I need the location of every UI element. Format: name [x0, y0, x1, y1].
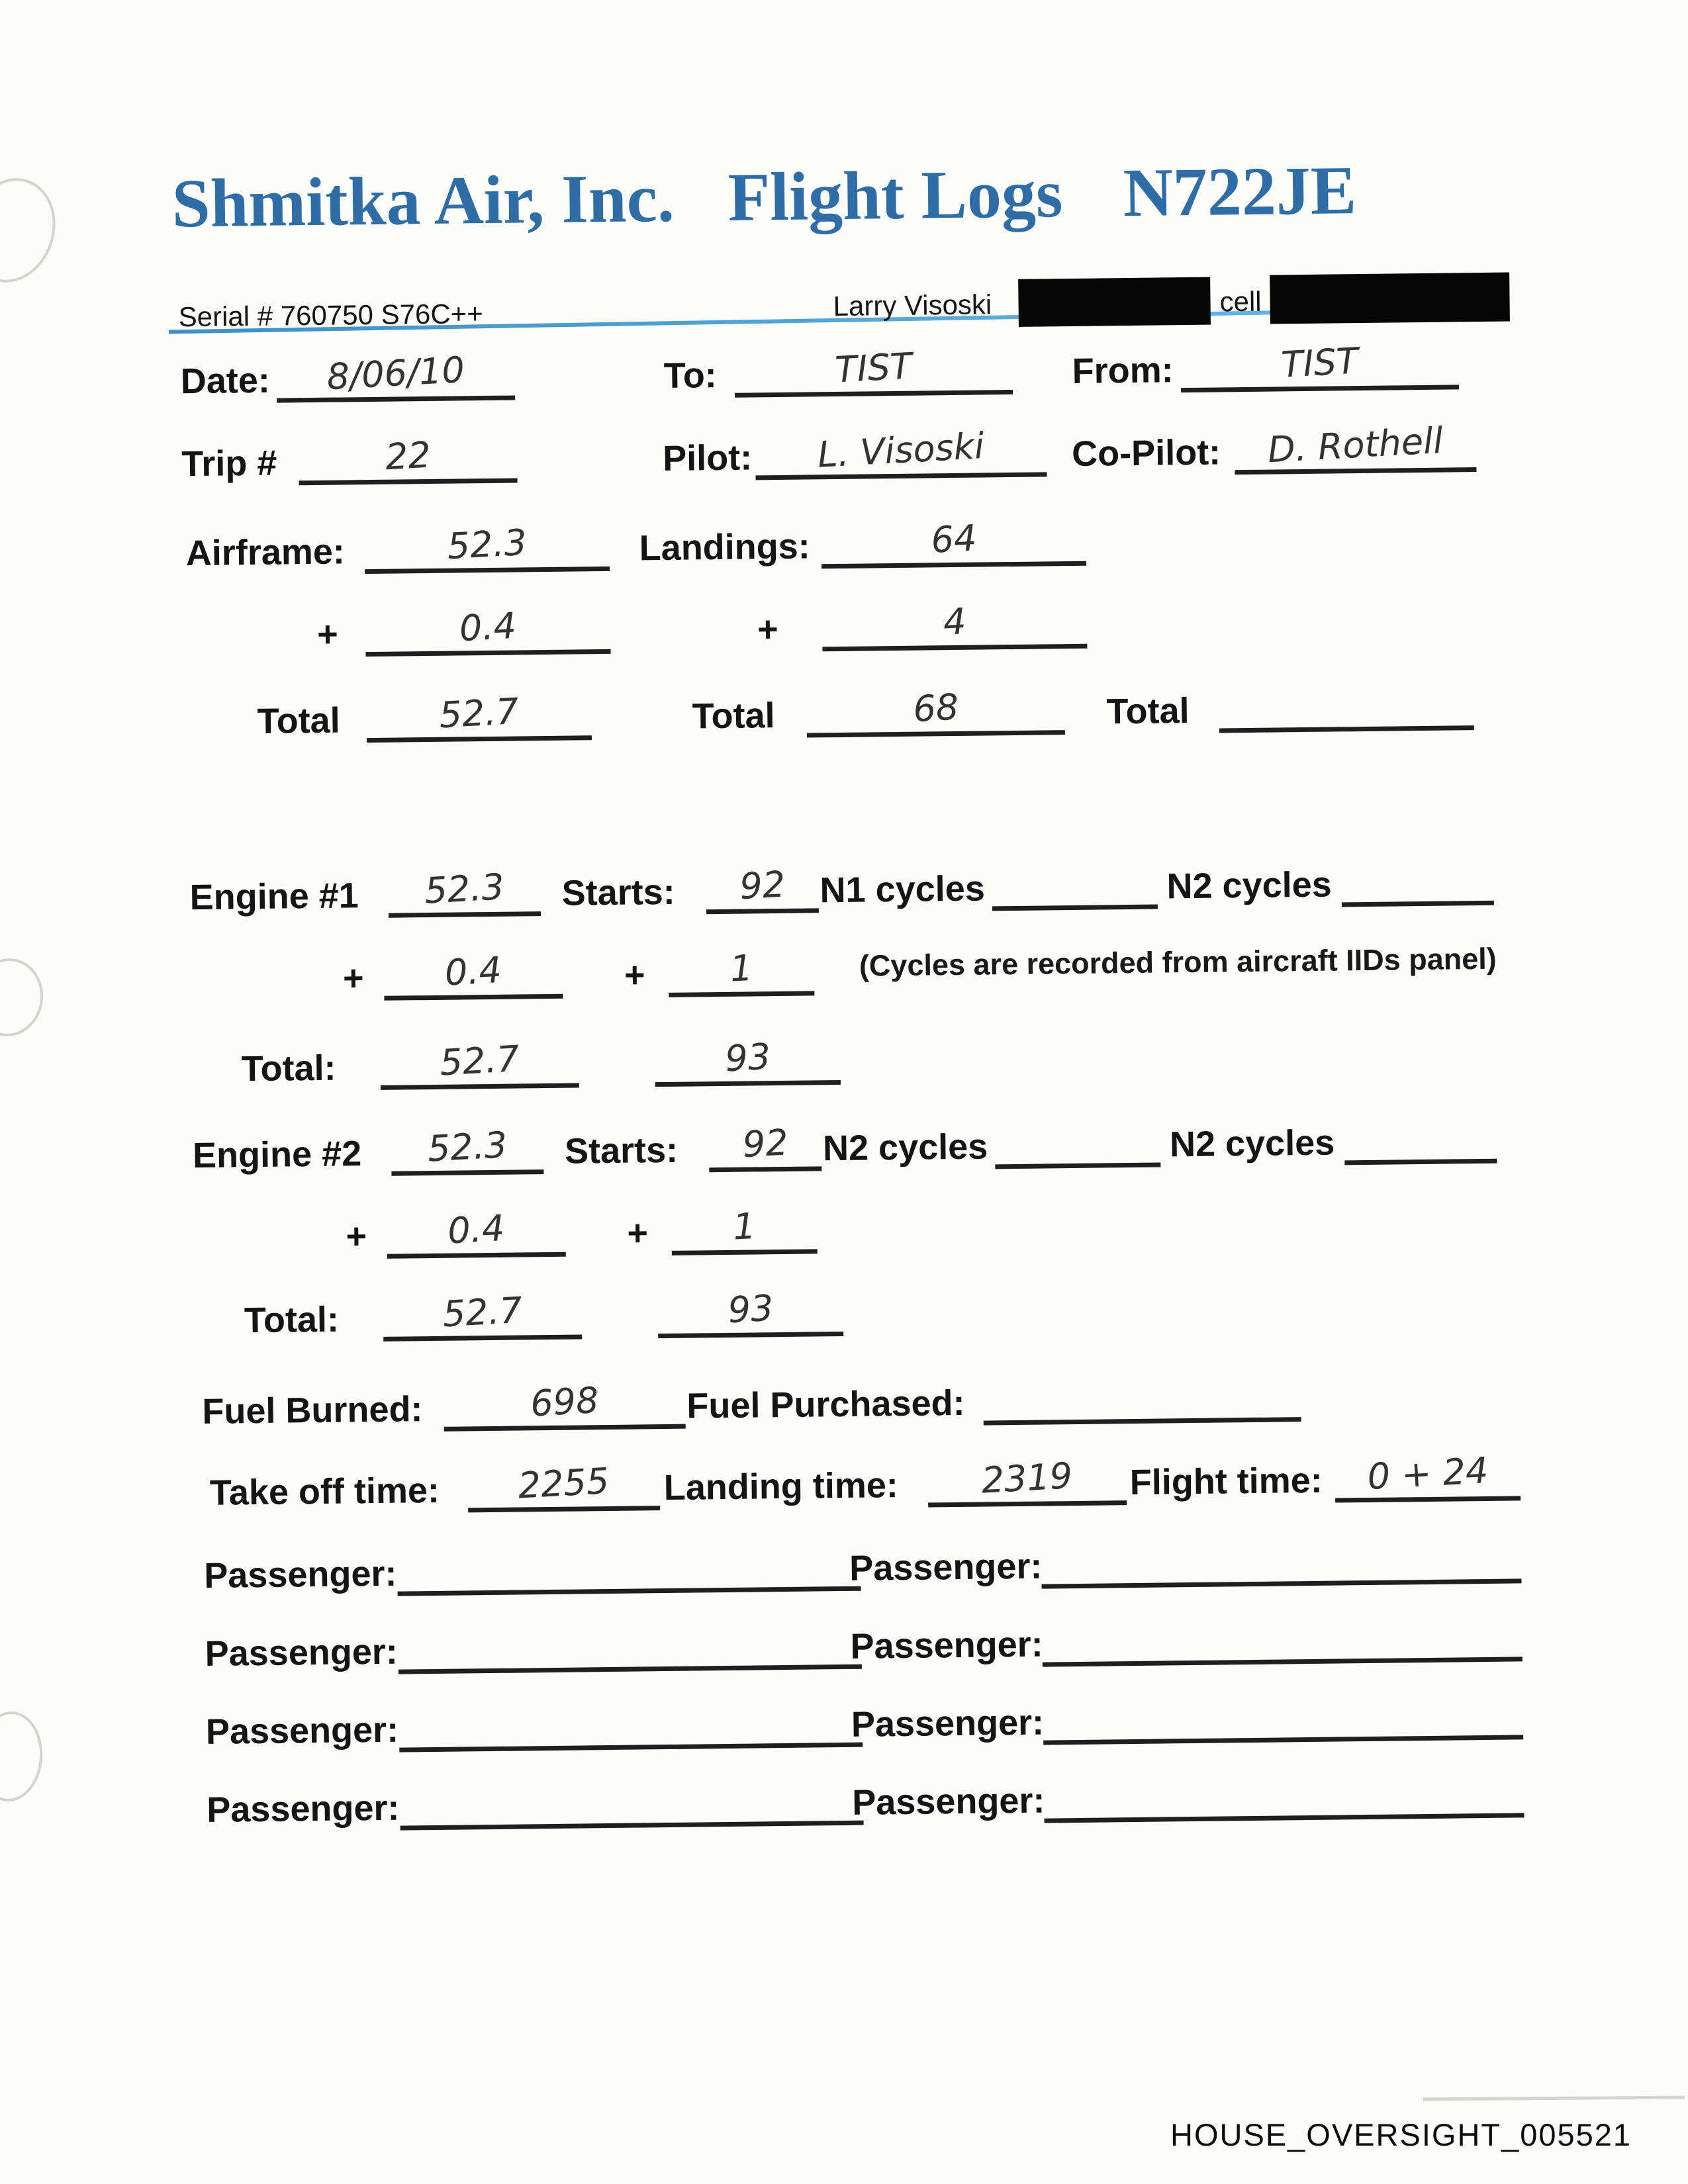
passenger-value: [1280, 1735, 1288, 1738]
date-label: Date:: [180, 360, 271, 401]
engine2-total-row: [2, 1263, 1688, 1345]
engine2-starts-value: 92: [741, 1121, 789, 1166]
landings-label: Landings:: [639, 525, 811, 568]
engine1-label: Engine #1: [189, 875, 359, 917]
contact-name: Larry Visoski: [833, 289, 992, 322]
passenger-label: Passenger:: [851, 1780, 1045, 1823]
passenger-value: [1278, 1657, 1286, 1660]
engine1-hours-added-field: [383, 940, 563, 1001]
passenger-label: Passenger:: [205, 1709, 399, 1752]
engine1-hours-field: [388, 858, 541, 918]
engine1-hours-total-field: [380, 1029, 579, 1089]
passenger-value: [626, 1664, 634, 1667]
pilot-value: L. Visoski: [816, 425, 986, 476]
engine1-total-label: Total:: [241, 1048, 336, 1089]
airframe-plus-row: [0, 579, 1683, 661]
landings-count-value: 64: [929, 517, 978, 561]
plus-sign: +: [757, 609, 779, 649]
date-row: [0, 324, 1680, 406]
engine1-n1-cycles-value: [1071, 903, 1079, 906]
engine2-n2-cycles-label: N2 cycles: [822, 1126, 988, 1168]
landings-added-value: 4: [942, 600, 967, 643]
landings-total-value: 68: [912, 686, 960, 731]
engine1-starts-added-value: 1: [728, 946, 754, 990]
airframe-added-value: 0.4: [458, 604, 518, 650]
passenger-row: [6, 1596, 1688, 1678]
passenger-field: [1043, 1681, 1523, 1745]
fuel-row: [3, 1354, 1688, 1436]
landing-time-label: Landing time:: [663, 1465, 899, 1508]
engine1-starts-field: [706, 854, 819, 914]
engine2-label: Engine #2: [192, 1133, 362, 1175]
serial-number: Serial # 760750 S76C++: [178, 298, 483, 333]
engine2-hours-added-value: 0.4: [446, 1206, 506, 1252]
trip-number-field: [299, 424, 518, 485]
engine1-row: [0, 840, 1686, 922]
engine1-starts-added-field: [668, 937, 814, 997]
cell-label: cell: [1219, 285, 1262, 318]
engine2-starts-field: [708, 1113, 821, 1172]
from-value: TIST: [1280, 340, 1360, 386]
doc-title: Flight Logs: [727, 156, 1063, 236]
engine2-hours-total-field: [383, 1281, 582, 1341]
passenger-field: [397, 1533, 861, 1596]
takeoff-time-field: [467, 1452, 660, 1512]
extra-total-label: Total: [1106, 690, 1190, 731]
to-value: TIST: [833, 345, 914, 391]
engine1-hours-added-value: 0.4: [444, 948, 503, 994]
engine1-starts-total-value: 93: [724, 1035, 772, 1080]
fuel-purchased-label: Fuel Purchased:: [686, 1383, 965, 1426]
engine2-n2-cycles-field: [994, 1109, 1160, 1169]
passenger-row: [7, 1674, 1688, 1756]
engine1-n1-cycles-field: [992, 851, 1158, 911]
engine2-hours-total-value: 52.7: [441, 1289, 524, 1336]
fuel-purchased-value: [1139, 1416, 1147, 1420]
engine1-n2-cycles-field: [1341, 847, 1494, 907]
engine2-starts-total-value: 93: [726, 1287, 774, 1332]
passenger-field: [1044, 1759, 1524, 1823]
doc-id: HOUSE_OVERSIGHT_005521: [1170, 2117, 1632, 2152]
passenger-field: [399, 1689, 863, 1752]
tail-number: N722JE: [1123, 152, 1357, 232]
to-label: To:: [663, 355, 718, 396]
plus-sign: +: [624, 954, 645, 995]
engine1-starts-value: 92: [738, 863, 786, 908]
passenger-value: [628, 1820, 635, 1823]
engine1-plus-row: [0, 923, 1687, 1005]
cycles-note: (Cycles are recorded from aircraft IIDs panel): [859, 941, 1497, 983]
passenger-label: Passenger:: [206, 1788, 400, 1830]
engine2-hours-value: 52.3: [426, 1124, 508, 1170]
redaction-box: [1270, 272, 1510, 324]
engine1-n1-cycles-label: N1 cycles: [820, 868, 986, 910]
landing-time-field: [927, 1447, 1127, 1507]
airframe-total-field: [366, 682, 592, 743]
passenger-label: Passenger:: [849, 1546, 1043, 1588]
airframe-label: Airframe:: [185, 531, 346, 573]
fuel-purchased-field: [983, 1363, 1301, 1425]
passenger-row: [8, 1752, 1688, 1835]
engine2-row: [0, 1098, 1688, 1180]
passenger-row: [5, 1518, 1688, 1600]
airframe-row: [0, 496, 1682, 578]
airframe-hours-value: 52.3: [445, 521, 528, 568]
fuel-burned-field: [444, 1371, 686, 1432]
engine2-n2b-cycles-label: N2 cycles: [1169, 1122, 1335, 1164]
plus-sign: +: [316, 614, 339, 655]
engine1-starts-label: Starts:: [561, 872, 675, 913]
takeoff-time-label: Take off time:: [209, 1470, 440, 1513]
fuel-burned-value: 698: [529, 1379, 600, 1425]
engine2-n2b-cycles-value: [1417, 1157, 1425, 1160]
to-field: [734, 336, 1013, 398]
trip-number-value: 22: [383, 433, 432, 478]
airframe-total-value: 52.7: [438, 690, 520, 737]
extra-total-field: [1219, 672, 1474, 733]
passenger-value: [627, 1742, 635, 1745]
engine2-starts-added-field: [671, 1195, 818, 1255]
engine1-n2-cycles-value: [1414, 899, 1422, 902]
airframe-total-label: Total: [257, 700, 340, 741]
passenger-field: [1041, 1525, 1522, 1588]
engine2-starts-added-value: 1: [731, 1205, 757, 1248]
landings-count-field: [821, 508, 1086, 569]
passenger-label: Passenger:: [205, 1631, 399, 1674]
airframe-added-field: [365, 596, 611, 657]
times-row: [4, 1435, 1688, 1518]
engine1-hours-total-value: 52.7: [438, 1037, 521, 1084]
trip-number-label: Trip #: [181, 443, 277, 484]
company-name: Shmitka Air, Inc.: [171, 159, 675, 242]
engine2-total-label: Total:: [244, 1299, 340, 1340]
from-label: From:: [1072, 349, 1174, 391]
engine2-plus-row: [1, 1181, 1688, 1263]
engine2-n2b-cycles-field: [1344, 1105, 1497, 1165]
extra-total-value: [1342, 724, 1350, 727]
passenger-label: Passenger:: [851, 1702, 1045, 1745]
trip-row: [0, 407, 1681, 489]
fuel-burned-label: Fuel Burned:: [202, 1388, 423, 1432]
passenger-label: Passenger:: [203, 1553, 397, 1596]
engine1-starts-total-field: [655, 1026, 841, 1087]
passenger-field: [398, 1611, 862, 1674]
airframe-hours-field: [364, 513, 610, 574]
date-field: [276, 342, 515, 403]
landings-total-label: Total: [692, 695, 775, 737]
pilot-label: Pilot:: [662, 437, 753, 478]
engine2-starts-label: Starts:: [564, 1130, 679, 1171]
engine1-n2-cycles-label: N2 cycles: [1166, 864, 1333, 906]
passenger-field: [1042, 1603, 1523, 1666]
plus-sign: +: [342, 958, 364, 999]
pilot-field: [755, 418, 1047, 480]
takeoff-time-value: 2255: [517, 1460, 611, 1507]
engine1-hours-value: 52.3: [423, 866, 506, 912]
landing-time-value: 2319: [980, 1455, 1074, 1502]
copilot-field: [1235, 414, 1477, 475]
flight-time-label: Flight time:: [1129, 1460, 1323, 1502]
passenger-field: [400, 1767, 864, 1831]
engine2-starts-total-field: [657, 1278, 843, 1338]
copilot-value: D. Rothell: [1266, 419, 1444, 471]
passenger-label: Passenger:: [850, 1624, 1044, 1666]
passenger-value: [625, 1586, 633, 1589]
copilot-label: Co-Pilot:: [1071, 432, 1221, 474]
flight-time-field: [1335, 1442, 1521, 1502]
plus-sign: +: [346, 1216, 367, 1256]
date-value: 8/06/10: [325, 348, 466, 398]
plus-sign: +: [627, 1212, 649, 1253]
engine2-hours-field: [391, 1116, 543, 1176]
passenger-value: [1278, 1578, 1286, 1582]
redaction-box: [1018, 277, 1211, 327]
passenger-value: [1280, 1813, 1288, 1816]
from-field: [1180, 331, 1459, 392]
engine2-hours-added-field: [387, 1199, 566, 1259]
engine2-n2-cycles-value: [1074, 1161, 1082, 1164]
landings-total-field: [806, 676, 1065, 737]
flight-time-value: 0 + 24: [1366, 1449, 1489, 1498]
totals-row: [0, 665, 1684, 747]
engine1-total-row: [0, 1012, 1688, 1094]
landings-added-field: [822, 590, 1088, 652]
